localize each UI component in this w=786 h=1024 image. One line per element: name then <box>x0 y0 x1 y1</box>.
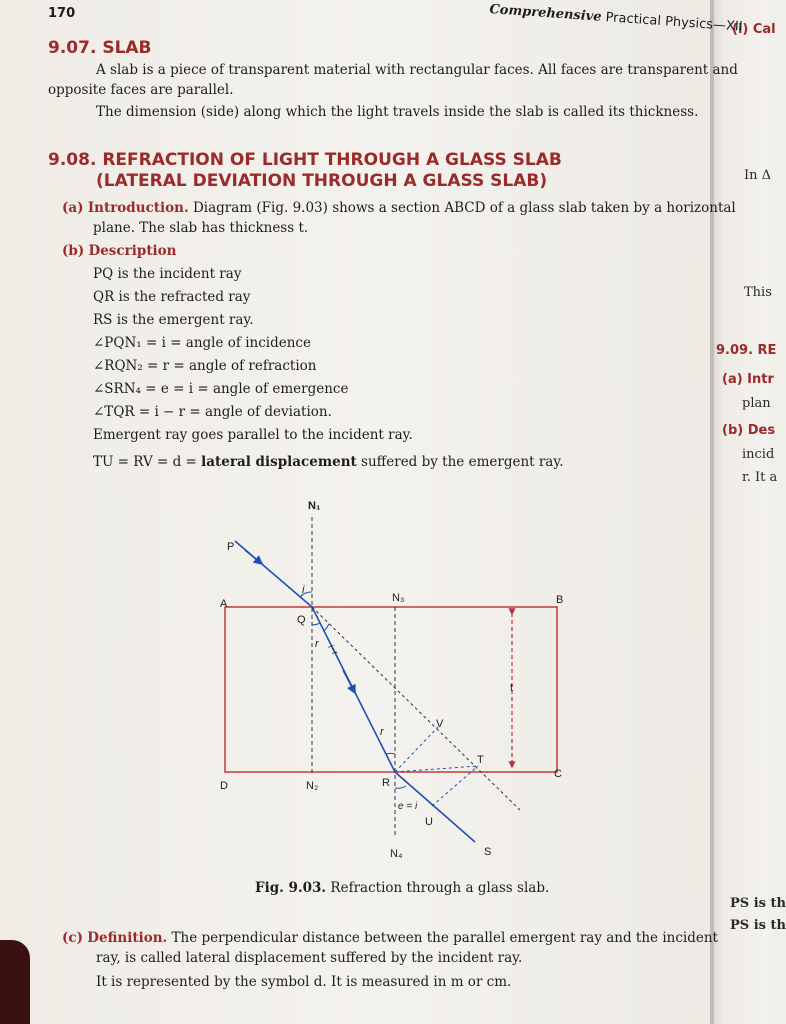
label-n3: N₃ <box>392 592 405 604</box>
gutter-text: In Δ <box>744 168 772 183</box>
lateral-term: lateral displacement <box>201 454 357 470</box>
definition-heading: Definition. <box>87 930 168 946</box>
description-heading <box>62 241 177 262</box>
perpendicular-rv <box>395 727 438 772</box>
definition-text: The perpendicular distance between the parallel emergent ray and the incident <box>171 930 718 946</box>
label-i: i <box>302 584 305 596</box>
label-i-minus-r: i−r <box>326 642 341 657</box>
description-line: RS is the emergent ray. <box>93 312 254 328</box>
gutter-text: PS is th <box>730 918 786 933</box>
gutter-text: plan <box>742 396 771 411</box>
book-title-rest: Practical Physics—XII <box>605 10 744 35</box>
figure-caption <box>255 880 549 896</box>
lateral-suffix: suffered by the emergent ray. <box>356 454 564 470</box>
caption-number: Fig. 9.03. <box>255 880 327 896</box>
section-title-908: 9.08. REFRACTION OF LIGHT THROUGH A GLASS SLAB <box>48 150 562 170</box>
description-line: ∠SRN₄ = e = i = angle of emergence <box>93 381 349 397</box>
label-p: P <box>227 541 235 553</box>
lateral-displacement-line <box>93 452 563 473</box>
line-rt <box>395 766 478 772</box>
label-e-eq-i: e = i <box>398 801 418 812</box>
description-line: PQ is the incident ray <box>93 266 242 282</box>
label-t: t <box>510 682 514 694</box>
body-line: The dimension (side) along which the light travels inside the slab is called its thickness. <box>96 104 699 120</box>
label-n1: N₁ <box>308 500 321 512</box>
label-r: r <box>315 638 319 650</box>
label-d: D <box>220 780 228 792</box>
label-v: V <box>436 718 444 730</box>
section-title-907: 9.07. SLAB <box>48 38 152 58</box>
angle-arc-e <box>395 786 406 788</box>
label-c: C <box>554 768 562 780</box>
angle-arc-r <box>312 623 320 625</box>
intro-heading: Introduction. <box>87 200 189 216</box>
angle-arc-i-minus-r <box>324 624 329 631</box>
description-line: QR is the refracted ray <box>93 289 251 305</box>
item-marker: (c) <box>62 930 83 946</box>
gutter-text: (a) Intr <box>722 372 774 387</box>
incident-ray-arrow <box>245 550 262 564</box>
label-a: A <box>220 598 228 610</box>
thumb-shadow <box>0 940 30 1024</box>
incident-extension <box>312 607 520 810</box>
body-line: It is represented by the symbol d. It is measured in m or cm. <box>96 974 512 990</box>
label-s: S <box>484 846 492 858</box>
body-line: plane. The slab has thickness t. <box>93 220 309 236</box>
description-label: Description <box>88 243 177 259</box>
label-r-bottom: r <box>380 726 384 738</box>
description-line: Emergent ray goes parallel to the incident ray. <box>93 427 413 443</box>
intro-text: Diagram (Fig. 9.03) shows a section ABCD of a glass slab taken by a horizontal <box>192 200 736 216</box>
lateral-prefix: TU = RV = d = <box>93 454 202 470</box>
label-n2: N₂ <box>306 780 319 792</box>
angle-arc-r-bottom <box>386 753 395 754</box>
description-line: ∠RQN₂ = r = angle of refraction <box>93 358 317 374</box>
body-line: ray, is called lateral displacement suffered by the incident ray. <box>96 950 523 966</box>
label-b: B <box>556 594 564 606</box>
refracted-ray-arrow <box>343 670 355 693</box>
section-subtitle-908: (LATERAL DEVIATION THROUGH A GLASS SLAB) <box>96 171 548 191</box>
gutter-text: r. It a <box>742 470 778 485</box>
page-fold <box>710 0 714 1024</box>
item-marker: (a) <box>62 200 84 216</box>
gutter-text: PS is th <box>730 896 786 911</box>
page-number: 170 <box>48 6 76 21</box>
body-line: opposite faces are parallel. <box>48 82 234 98</box>
glass-slab <box>225 607 557 772</box>
refraction-diagram <box>200 495 580 870</box>
label-r-point: R <box>382 777 390 789</box>
gutter-text: 9.09. RE <box>716 343 777 358</box>
label-n4: N₄ <box>390 848 403 860</box>
definition-paragraph <box>62 928 718 949</box>
gutter-text: (i) Cal <box>732 22 776 37</box>
gutter-text: (b) Des <box>722 423 776 438</box>
book-brand: Comprehensive <box>488 2 602 25</box>
label-t-point: T <box>477 754 484 766</box>
gutter-text: incid <box>742 447 775 462</box>
label-u: U <box>425 816 433 828</box>
label-q: Q <box>297 614 306 626</box>
next-page-edge <box>710 0 768 1024</box>
gutter-text: This <box>744 285 772 300</box>
item-marker: (b) <box>62 243 85 259</box>
body-line: A slab is a piece of transparent material with rectangular faces. All faces are transparent and <box>96 62 738 78</box>
intro-paragraph <box>62 198 736 219</box>
description-line: ∠TQR = i − r = angle of deviation. <box>93 404 332 420</box>
description-line: ∠PQN₁ = i = angle of incidence <box>93 335 311 351</box>
caption-text: Refraction through a glass slab. <box>326 880 550 896</box>
